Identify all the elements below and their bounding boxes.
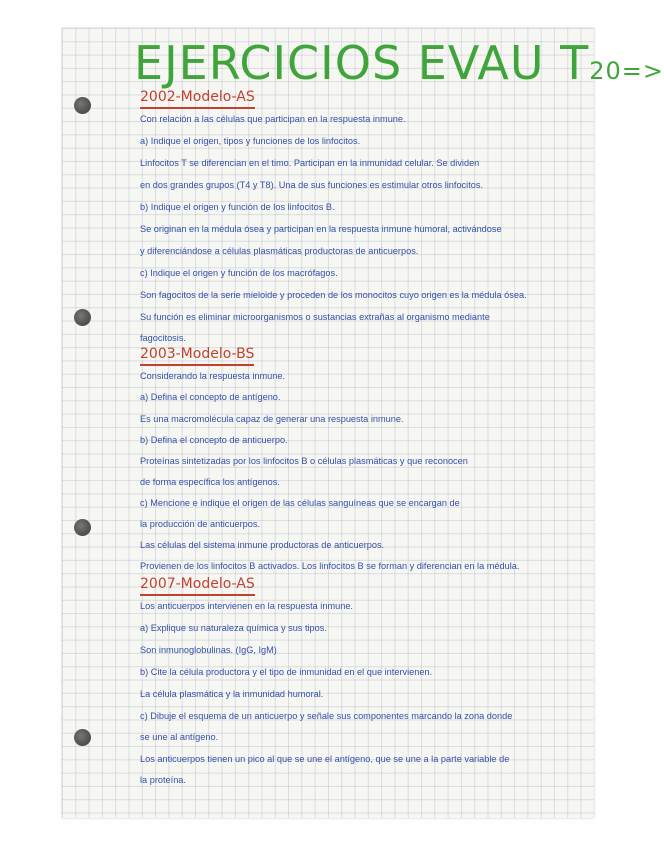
- note-line: Son inmunoglobulinas. (IgG, IgM): [140, 645, 277, 655]
- note-line: c) Mencione e indique el origen de las células sanguíneas que se encargan de: [140, 498, 460, 508]
- note-line: fagocitosis.: [140, 333, 186, 343]
- binder-hole-2: [74, 309, 91, 326]
- note-line: de forma específica los antígenos.: [140, 477, 280, 487]
- page-title-number: 20: [589, 57, 622, 85]
- note-line: b) Indique el origen y función de los linfocitos B.: [140, 202, 335, 212]
- binder-hole-4: [74, 729, 91, 746]
- note-line: Las células del sistema inmune productoras de anticuerpos.: [140, 540, 385, 550]
- note-line: c) Indique el origen y función de los macrófagos.: [140, 268, 338, 278]
- note-line: Considerando la respuesta inmune.: [140, 371, 286, 381]
- note-line: Son fagocitos de la serie mieloide y proceden de los monocitos cuyo origen es la médula ósea.: [140, 290, 527, 300]
- note-line: Es una macromolécula capaz de generar una respuesta inmune.: [140, 414, 404, 424]
- note-line: Los anticuerpos intervienen en la respuesta inmune.: [140, 601, 353, 611]
- note-line: a) Defina el concepto de antígeno.: [140, 392, 281, 402]
- note-line: Se originan en la médula ósea y participan en la respuesta inmune humoral, activándose: [140, 224, 502, 234]
- note-line: La célula plasmática y la inmunidad humoral.: [140, 689, 324, 699]
- note-line: Linfocitos T se diferencian en el timo. Participan en la inmunidad celular. Se dividen: [140, 158, 480, 168]
- note-line: se une al antígeno.: [140, 732, 219, 742]
- note-line: la proteína.: [140, 775, 186, 785]
- page-title: [134, 32, 664, 94]
- note-line: a) Explique su naturaleza química y sus tipos.: [140, 623, 327, 633]
- note-line: a) Indique el origen, tipos y funciones de los linfocitos.: [140, 136, 361, 146]
- binder-hole-3: [74, 519, 91, 536]
- section-heading-2002: 2002-Modelo-AS: [140, 88, 255, 109]
- note-line: b) Defina el concepto de anticuerpo.: [140, 435, 288, 445]
- note-line: Provienen de los linfocitos B activados. Los linfocitos B se forman y diferencian en la médula.: [140, 561, 520, 571]
- note-line: en dos grandes grupos (T4 y T8). Una de sus funciones es estimular otros linfocitos.: [140, 180, 484, 190]
- note-line: y diferenciándose a células plasmáticas productoras de anticuerpos.: [140, 246, 419, 256]
- section-heading-2007: 2007-Modelo-AS: [140, 575, 255, 596]
- note-line: Proteínas sintetizadas por los linfocitos B o células plasmáticas y que reconocen: [140, 456, 468, 466]
- note-line: Con relación a las células que participan en la respuesta inmune.: [140, 114, 406, 124]
- note-line: Su función es eliminar microorganismos o sustancias extrañas al organismo mediante: [140, 312, 490, 322]
- note-line: Los anticuerpos tienen un pico al que se une el antígeno, que se une a la parte variable de: [140, 754, 510, 764]
- page-title-text: EJERCICIOS EVAU T: [134, 36, 590, 90]
- binder-hole-1: [74, 97, 91, 114]
- page-title-arrow: =>: [621, 57, 664, 85]
- note-line: c) Dibuje el esquema de un anticuerpo y señale sus componentes marcando la zona donde: [140, 711, 513, 721]
- section-heading-2003: 2003-Modelo-BS: [140, 345, 254, 366]
- note-line: b) Cite la célula productora y el tipo de inmunidad en el que intervienen.: [140, 667, 433, 677]
- note-line: la producción de anticuerpos.: [140, 519, 261, 529]
